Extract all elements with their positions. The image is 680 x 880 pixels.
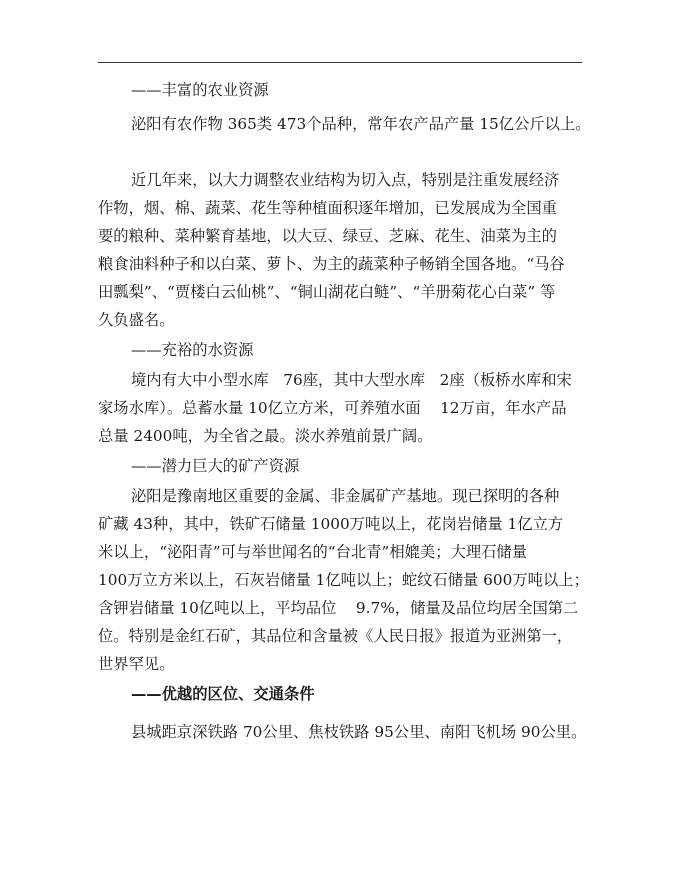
paragraph-line: 家场水库）。总蓄水量 10亿立方米，可养殖水面 12万亩，年水产品 xyxy=(98,399,567,417)
paragraph-line: 含钾岩储量 10亿吨以上，平均品位 9.7%，储量及品位均居全国第二 xyxy=(98,599,579,617)
paragraph-line: 近几年来，以大力调整农业结构为切入点，特别是注重发展经济 xyxy=(131,171,560,189)
paragraph-agriculture-line: 泌阳有农作物 365类 473个品种，常年农产品产量 15亿公斤以上。 xyxy=(131,115,591,133)
header-rule xyxy=(98,62,582,63)
paragraph-transport-line: 县城距京深铁路 70公里、焦枝铁路 95公里、南阳飞机场 90公里。 xyxy=(131,723,587,741)
paragraph-line: 100万立方米以上，石灰岩储量 1亿吨以上；蛇纹石储量 600万吨以上； xyxy=(98,571,589,589)
section-heading-water: ——充裕的水资源 xyxy=(131,341,254,359)
paragraph-water xyxy=(98,366,584,450)
paragraph-line: 作物，烟、棉、蔬菜、花生等种植面积逐年增加，已发展成为全国重 xyxy=(98,199,557,217)
section-heading-agriculture: ——丰富的农业资源 xyxy=(131,81,269,99)
paragraph-line: 要的粮种、菜种繁育基地，以大豆、绿豆、芝麻、花生、油菜为主的 xyxy=(98,227,557,245)
paragraph-development xyxy=(98,166,584,334)
paragraph-line: 世界罕见。 xyxy=(98,655,175,673)
paragraph-line: 总量 2400吨，为全省之最。淡水养殖前景广阔。 xyxy=(98,427,433,445)
paragraph-line: 矿藏 43种，其中，铁矿石储量 1000万吨以上，花岗岩储量 1亿立方 xyxy=(98,515,564,533)
section-heading-transport: ——优越的区位、交通条件 xyxy=(131,685,315,703)
paragraph-line: 田瓢梨”、“贾楼白云仙桃”、“铜山湖花白鲢”、“羊册菊花心白菜” 等 xyxy=(98,283,556,301)
paragraph-line: 泌阳是豫南地区重要的金属、非金属矿产基地。现已探明的各种 xyxy=(131,487,560,505)
paragraph-line: 久负盛名。 xyxy=(98,311,175,329)
paragraph-line: 粮食油料种子和以白菜、萝卜、为主的蔬菜种子畅销全国各地。“马谷 xyxy=(98,255,565,273)
paragraph-minerals xyxy=(98,482,589,678)
paragraph-line: 境内有大中小型水库 76座，其中大型水库 2座（板桥水库和宋 xyxy=(131,371,572,389)
document-page xyxy=(98,76,591,746)
paragraph-line: 米以上，“泌阳青”可与举世闻名的“台北青”相媲美；大理石储量 xyxy=(98,543,528,561)
section-heading-minerals: ——潜力巨大的矿产资源 xyxy=(131,457,300,475)
paragraph-line: 位。特别是金红石矿，其品位和含量被《人民日报》报道为亚洲第一， xyxy=(98,627,573,645)
